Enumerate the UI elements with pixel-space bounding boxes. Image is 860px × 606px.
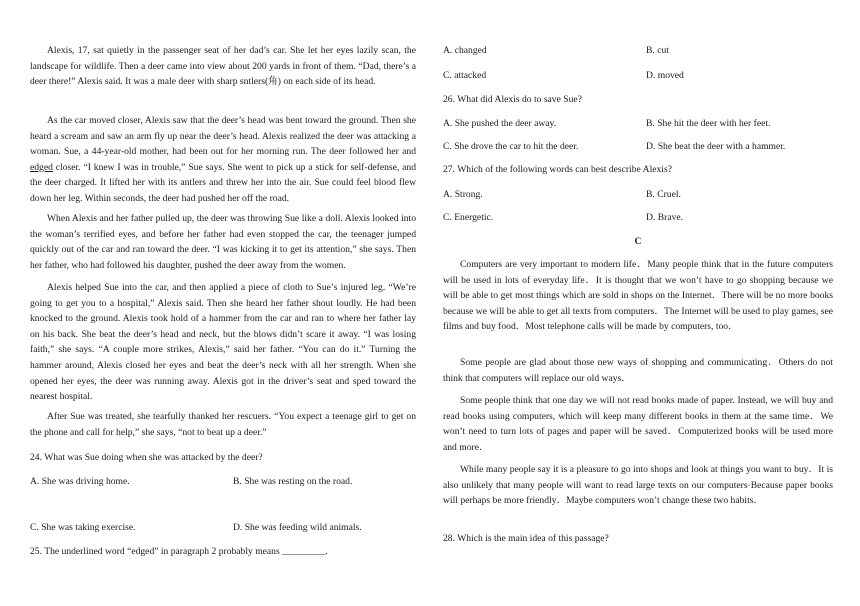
question-24-option-d: D. She was feeding wild animals. xyxy=(233,522,362,533)
question-26-option-b: B. She hit the deer with her feet. xyxy=(646,118,771,129)
passage-b-paragraph-2: As the car moved closer, Alexis saw that the deer’s head was bent toward the ground. Then she heard a scream and saw an arm fly up near the deer’s head. Alexis realized the deer was attacking a woman. Sue, a 44-year-old mother, had been out for her morning run. The deer followed her and edged closer. “I knew I was in trouble,” Sue says. She went to pick up a stick for self-defense, and the deer charged. It lifted her with its antlers and threw her into the air. Sue could feel blood flew down her leg. Within seconds, the deer had pushed her off the road. xyxy=(30,115,416,204)
question-25: 25. The underlined word “edged” in paragraph 2 probably means _________. xyxy=(30,546,328,557)
question-27-option-d: D. Brave. xyxy=(646,212,684,223)
question-27: 27. Which of the following words can best describe Alexis? xyxy=(443,164,672,175)
question-24-option-c: C. She was taking exercise. xyxy=(30,522,136,533)
question-25-option-b: B. cut xyxy=(646,45,669,56)
question-26-option-d: D. She beat the deer with a hammer. xyxy=(646,141,786,152)
section-c-heading: C xyxy=(634,236,642,247)
question-25-option-c: C. attacked xyxy=(443,70,487,81)
question-27-option-c: C. Energetic. xyxy=(443,212,494,223)
question-26: 26. What did Alexis do to save Sue? xyxy=(443,94,582,105)
question-25-option-a: A. changed xyxy=(443,45,487,56)
question-24-option-a: A. She was driving home. xyxy=(30,476,130,487)
question-26-option-c: C. She drove the car to hit the deer. xyxy=(443,141,579,152)
question-27-option-b: B. Cruel. xyxy=(646,189,681,200)
passage-b-paragraph-1: Alexis, 17, sat quietly in the passenger seat of her dad’s car. She let her eyes lazily scan, the landscape for wildlife. Then a deer came into view about 200 yards in front of them. “Dad, there’s a deer there!” Alexis said. It was a male deer with sharp sntlers(角) on each side of its head. xyxy=(30,45,416,88)
question-24-option-b: B. She was resting on the road. xyxy=(233,476,353,487)
question-27-option-a: A. Strong. xyxy=(443,189,483,200)
passage-c-paragraph-3: Some people think that one day we will not read books made of paper. Instead, we will buy and read books using computers, which will keep many different books in them at the same time．We won’t need to turn lots of pages and paper will be saved．Computerized books will be used more and more． xyxy=(443,395,833,453)
passage-c-paragraph-1: Computers are very important to modern life．Many people think that in the future computers will be used in lots of everyday life．It is thought that we won’t have to go shopping because we will be able to get most things which are sold in shops on the Internet．There will be no more books because we will be able to get all texts from computers．The Internet will be used to play games, see films and buy food．Most telephone calls will be made by computers, too． xyxy=(443,259,833,333)
passage-b-paragraph-5: After Sue was treated, she tearfully thanked her rescuers. “You expect a teenage girl to get on the phone and call for help,” she says, “not to beat up a deer.” xyxy=(30,411,416,438)
passage-b-paragraph-4: Alexis helped Sue into the car, and then applied a piece of cloth to Sue’s injured leg. “We’re going to get you to a hospital,” Alexis said. Then she heard her father shout loudly. He had been knocked to the ground. Alexis took hold of a hammer from the car and ran to where her father lay on his back. She beat the deer’s head and neck, but the blows didn’t scare it away. “I was losing faith,” she says. “A couple more strikes, Alexis,” said her father. “You can do it.” Turning the hammer around, Alexis closed her eyes and beat the deer’s neck with all her strength. When she opened her eyes, the deer was running away. Alexis got in the driver’s seat and sped toward the nearest hospital. xyxy=(30,282,416,403)
question-26-option-a: A. She pushed the deer away. xyxy=(443,118,557,129)
passage-b-paragraph-3: When Alexis and her father pulled up, the deer was throwing Sue like a doll. Alexis looked into the woman’s terrified eyes, and before her father had even stopped the car, the teenager jumped quickly out of the car and ran toward the deer. “I was kicking it to get its attention,” she says. Then her father, who had followed his daughter, pushed the deer away from the women. xyxy=(30,213,416,271)
passage-c-paragraph-2: Some people are glad about those new ways of shopping and communicating．Others do not think that computers will replace our old ways． xyxy=(443,357,833,384)
underlined-word-edged: edged xyxy=(30,161,53,173)
question-24: 24. What was Sue doing when she was attacked by the deer? xyxy=(30,452,263,463)
passage-c-paragraph-4: While many people say it is a pleasure to go into shops and look at things you want to buy．It is also unlikely that many people will want to read large texts on our computers·Because paper books will perhaps be more friendly．Maybe computers won’t change these two habits． xyxy=(443,464,833,507)
question-25-option-d: D. moved xyxy=(646,70,684,81)
question-28: 28. Which is the main idea of this passage? xyxy=(443,533,609,544)
